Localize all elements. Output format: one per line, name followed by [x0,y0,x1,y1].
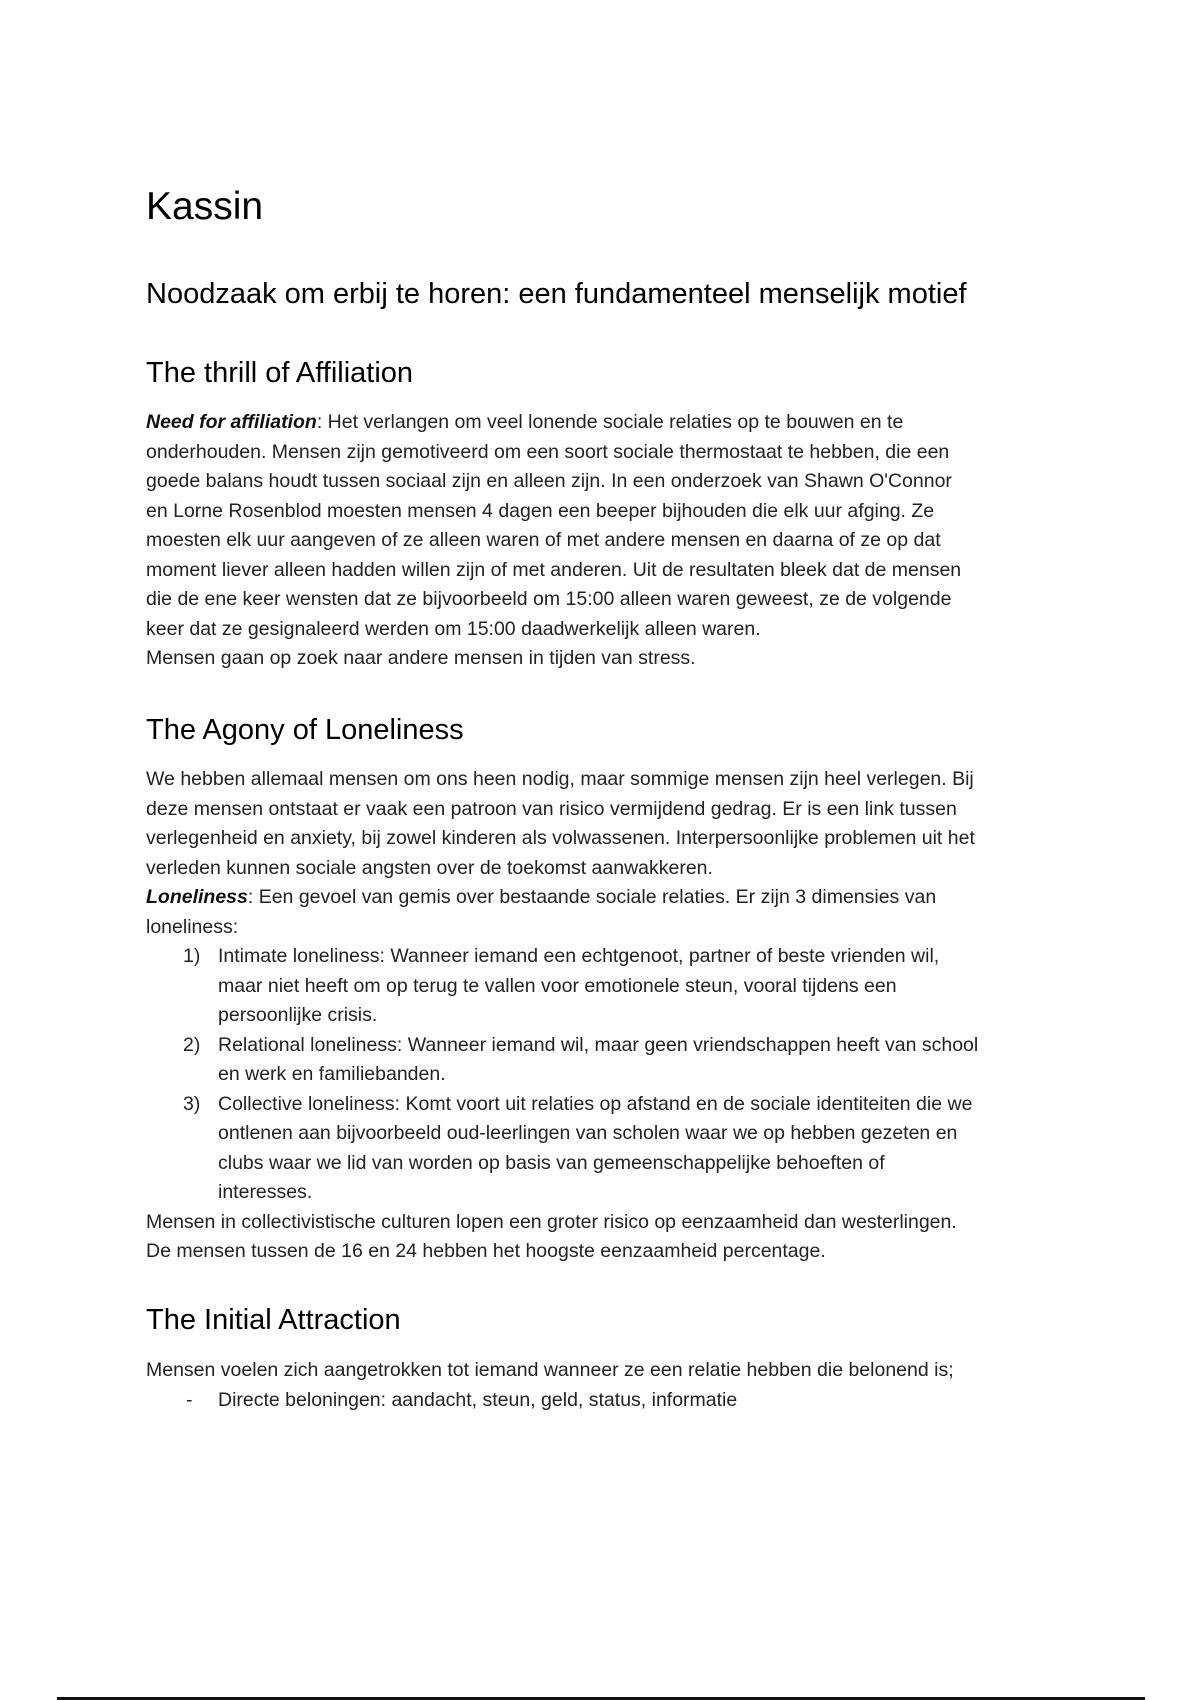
bullet-dash-icon: - [186,1388,193,1411]
text-line: Mensen voelen zich aangetrokken tot iemand wanneer ze een relatie hebben die belonend is; [146,1359,954,1381]
section-heading-attraction: The Initial Attraction [146,1304,401,1336]
definition-term: Loneliness [146,886,248,908]
text-line: ontlenen aan bijvoorbeeld oud-leerlingen van scholen waar we op hebben gezeten en [218,1122,958,1144]
definition-term: Need for affiliation [146,411,317,433]
list-item [146,942,1106,1031]
section-body-affiliation [146,408,1106,674]
text-line: en werk en familiebanden. [218,1063,446,1085]
text-line: Relational loneliness: Wanneer iemand wil, maar geen vriendschappen heeft van school [218,1033,979,1056]
section-heading-loneliness: The Agony of Loneliness [146,714,464,746]
text-line: De mensen tussen de 16 en 24 hebben het hoogste eenzaamheid percentage. [146,1240,826,1262]
loneliness-dimensions-list [146,942,1106,1208]
text-line: keer dat ze gesignaleerd werden om 15:00 daadwerkelijk alleen waren. [146,617,761,640]
text-line: : Een gevoel van gemis over bestaande sociale relaties. Er zijn 3 dimensies van [247,886,937,908]
text-line: onderhouden. Mensen zijn gemotiveerd om een soort sociale thermostaat te hebben, die een [146,440,950,463]
list-marker: 2) [183,1033,201,1056]
text-line: : Het verlangen om veel lonende sociale relaties op te bouwen en te [316,411,904,433]
list-item [146,1031,1106,1090]
text-line: moment liever alleen hadden willen zijn of met anderen. Uit de resultaten bleek dat de mensen [146,558,962,581]
text-line: Mensen gaan op zoek naar andere mensen in tijden van stress. [146,647,696,669]
text-line: Directe beloningen: aandacht, steun, geld, status, informatie [218,1388,738,1411]
text-line: Collective loneliness: Komt voort uit relaties op afstand en de sociale identiteiten die we [218,1092,973,1115]
section-body-attraction [146,1356,1106,1415]
rewards-list [146,1386,1106,1416]
text-line: verleden kunnen sociale angsten over de toekomst aanwakkeren. [146,856,713,879]
text-line: moesten elk uur aangeven of ze alleen waren of met andere mensen en daarna of ze op dat [146,529,941,551]
section-body-loneliness [146,765,1106,1267]
section-heading-affiliation: The thrill of Affiliation [146,357,414,389]
text-line: loneliness: [146,915,239,938]
paragraph [146,408,1106,438]
text-line: Intimate loneliness: Wanneer iemand een echtgenoot, partner of beste vrienden wil, [218,945,940,967]
paragraph [146,883,1106,913]
text-line: persoonlijke crisis. [218,1004,378,1026]
list-marker: 3) [183,1092,201,1115]
text-line: maar niet heeft om op terug te vallen voor emotionele steun, vooral tijdens een [218,974,897,997]
text-line: deze mensen ontstaat er vaak een patroon van risico vermijdend gedrag. Er is een link tussen [146,797,957,820]
text-line: goede balans houdt tussen sociaal zijn en alleen zijn. In een onderzoek van Shawn O'Connor [146,470,952,492]
list-item [146,1386,1106,1416]
document-subtitle: Noodzaak om erbij te horen: een fundamenteel menselijk motief [146,278,967,310]
text-line: verlegenheid en anxiety, bij zowel kinderen als volwassenen. Interpersoonlijke problemen uit het [146,827,975,849]
text-line: Mensen in collectivistische culturen lopen een groter risico op eenzaamheid dan westerlingen. [146,1210,957,1233]
text-line: We hebben allemaal mensen om ons heen nodig, maar sommige mensen zijn heel verlegen. Bij [146,768,974,790]
text-line: clubs waar we lid van worden op basis van gemeenschappelijke behoeften of [218,1151,885,1174]
document-title: Kassin [146,185,264,228]
list-marker: 1) [183,945,201,967]
text-line: en Lorne Rosenblod moesten mensen 4 dagen een beeper bijhouden die elk uur afging. Ze [146,499,935,522]
text-line: interesses. [218,1181,313,1203]
list-item [146,1090,1106,1208]
text-line: die de ene keer wensten dat ze bijvoorbeeld om 15:00 alleen waren geweest, ze de volgende [146,588,952,610]
